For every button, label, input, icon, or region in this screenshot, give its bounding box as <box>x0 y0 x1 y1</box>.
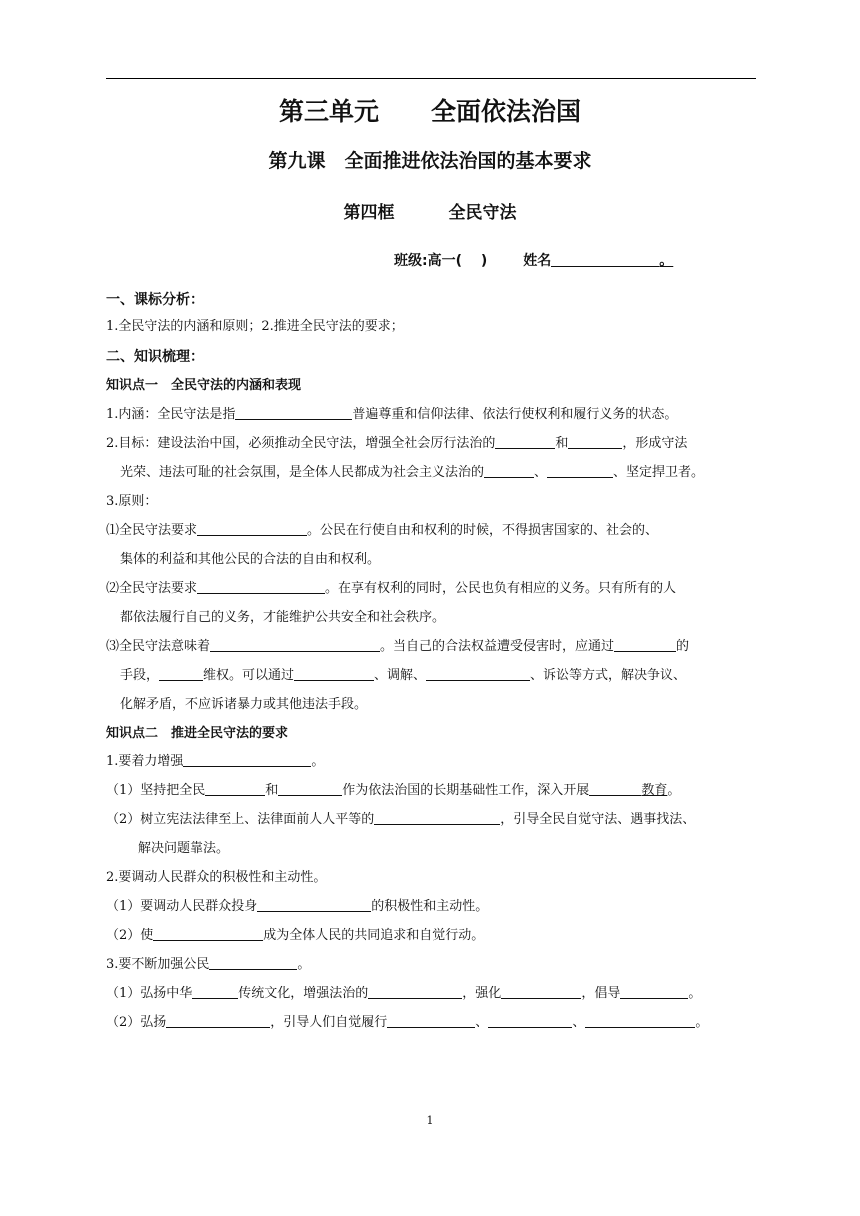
fill-blank[interactable] <box>257 897 371 912</box>
fill-blank[interactable] <box>387 1013 475 1028</box>
kp1-line-6: 集体的利益和其他公民的合法的自由和权利。 <box>120 552 381 567</box>
fill-blank[interactable] <box>547 463 613 478</box>
kp2-line-10: （2）弘扬 ，引导人们自觉履行 、 、 。 <box>106 1015 709 1030</box>
kp1-line-5: ⑴全民守法要求 。公民在行使自由和权利的时候，不得损害国家的、社会的、 <box>106 523 659 538</box>
fill-blank[interactable] <box>501 984 581 999</box>
kp2-line-8: 3.要不断加强公民 。 <box>106 957 311 972</box>
kp2-line-9: （1）弘扬中华 传统文化，增强法治的 ，强化 ，倡导 。 <box>106 986 702 1001</box>
section-title: 第四框 全民守法 <box>343 203 517 223</box>
knowledge-point-1-title: 知识点一 全民守法的内涵和表现 <box>106 378 302 393</box>
fill-blank[interactable] <box>614 637 676 652</box>
kp1-line-2: 2.目标：建设法治中国，必须推动全民守法，增强全社会厉行法治的 和 ，形成守法 <box>106 436 688 451</box>
kp2-line-2: （1）坚持把全民 和 作为依法治国的长期基础性工作，深入开展 教育。 <box>106 783 681 798</box>
kp1-line-10: 手段， 维权。可以通过 、调解、 、诉讼等方式，解决争议、 <box>120 668 687 683</box>
kp2-line-5: 2.要调动人民群众的积极性和主动性。 <box>106 870 327 885</box>
fill-blank[interactable] <box>183 752 311 767</box>
kp2-line-4: 解决问题靠法。 <box>138 841 230 856</box>
kp2-line-7: （2）使 成为全体人民的共同追求和自觉行动。 <box>106 928 485 943</box>
section-heading-1: 一、课标分析： <box>106 292 204 308</box>
fill-blank[interactable] <box>205 781 265 796</box>
kp1-line-4: 3.原则： <box>106 494 158 509</box>
fill-blank[interactable] <box>620 984 688 999</box>
fill-blank[interactable] <box>589 781 641 796</box>
page-number: 1 <box>426 1114 434 1127</box>
kp1-line-1: 1.内涵：全民守法是指 普遍尊重和信仰法律、依法行使权利和履行义务的状态。 <box>106 407 678 422</box>
fill-blank[interactable] <box>568 434 622 449</box>
kp2-line-3: （2）树立宪法法律至上、法律面前人人平等的 ，引导全民自觉守法、遇事找法、 <box>106 812 696 827</box>
fill-blank[interactable] <box>294 666 374 681</box>
student-info: 班级:高一( ) 姓名 。 <box>394 253 674 269</box>
kp1-line-3: 光荣、违法可耻的社会氛围，是全体人民都成为社会主义法治的 、 、坚定捍卫者。 <box>120 465 705 480</box>
name-blank[interactable] <box>551 252 659 267</box>
fill-blank[interactable] <box>235 405 352 420</box>
fill-blank[interactable] <box>495 434 555 449</box>
section-heading-2: 二、知识梳理： <box>106 349 204 365</box>
lesson-title: 第九课 全面推进依法治国的基本要求 <box>268 150 592 172</box>
fill-blank[interactable] <box>585 1013 695 1028</box>
fill-blank[interactable] <box>197 579 325 594</box>
class-label: 班级:高一( ) <box>394 253 488 269</box>
fill-blank[interactable] <box>209 955 297 970</box>
kp1-line-8: 都依法履行自己的义务，才能维护公共安全和社会秩序。 <box>120 610 446 625</box>
fill-blank[interactable] <box>426 666 530 681</box>
fill-blank[interactable] <box>192 984 238 999</box>
fill-blank[interactable] <box>197 521 307 536</box>
knowledge-point-2-title: 知识点二 推进全民守法的要求 <box>106 726 289 741</box>
fill-blank[interactable] <box>484 463 534 478</box>
header-rule <box>106 78 756 79</box>
fill-blank[interactable] <box>368 984 462 999</box>
unit-title: 第三单元 全面依法治国 <box>278 97 582 126</box>
fill-blank[interactable] <box>166 1013 270 1028</box>
kp1-line-11: 化解矛盾，不应诉诸暴力或其他违法手段。 <box>120 697 368 712</box>
fill-blank[interactable] <box>488 1013 572 1028</box>
kp2-line-1: 1.要着力增强 。 <box>106 754 325 769</box>
fill-blank[interactable] <box>278 781 342 796</box>
fill-blank[interactable] <box>153 926 263 941</box>
kp1-line-7: ⑵全民守法要求 。在享有权利的同时，公民也负有相应的义务。只有所有的人 <box>106 581 677 596</box>
kp2-line-6: （1）要调动人民群众投身 的积极性和主动性。 <box>106 899 489 914</box>
fill-blank[interactable] <box>374 810 500 825</box>
fill-blank[interactable] <box>159 666 203 681</box>
kp1-line-9: ⑶全民守法意味着 。当自己的合法权益遭受侵害时，应通过 的 <box>106 639 690 654</box>
name-label: 姓名 <box>523 253 552 269</box>
fill-blank[interactable] <box>210 637 380 652</box>
curriculum-text: 1.全民守法的内涵和原则；2.推进全民守法的要求； <box>106 319 404 334</box>
